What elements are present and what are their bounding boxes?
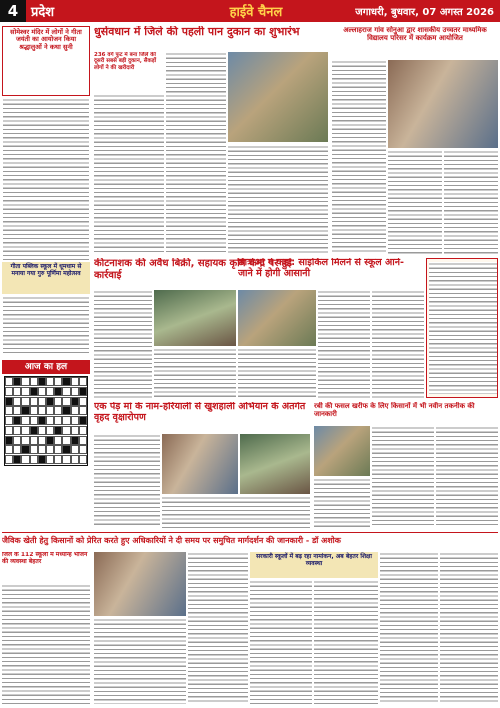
story5-body-2 xyxy=(372,426,434,528)
bottom-left-body xyxy=(2,584,90,704)
right-body-1 xyxy=(332,60,386,254)
bottom-body-3 xyxy=(250,580,312,704)
bottom-left-headline: जिले के 112 स्कूलों में मध्यान्ह भोजन की व्यवस्था बेहतर xyxy=(2,552,88,565)
story4-photo-1 xyxy=(162,434,238,494)
story3-body-1 xyxy=(238,348,316,398)
right-body-3 xyxy=(444,150,498,254)
story3-body-3 xyxy=(372,290,424,398)
bottom-mid-head-box xyxy=(250,552,378,578)
story2-body-2 xyxy=(154,348,236,398)
story3-headline-box xyxy=(238,258,418,288)
left-box-2 xyxy=(2,262,90,294)
lead-body-1 xyxy=(94,94,164,254)
bottom-left-head-box xyxy=(2,552,90,582)
story4-headline: एक पेड़ मां के नाम-हरियाली से खुशहाली अभियान के अंतर्गत वृहद वृक्षारोपण xyxy=(94,402,306,423)
story4-body-2 xyxy=(162,496,310,528)
story4-headline-box xyxy=(94,402,310,432)
right-headline: अल्लाहराज गांव सोनुआ द्वार शासकीय उच्चतर माध्यमिक विद्यालय परिसर में कार्यक्रम आयोजित xyxy=(343,26,487,43)
right-photo xyxy=(388,60,498,148)
bottom-body-6 xyxy=(440,552,498,704)
bottom-body-1 xyxy=(94,618,186,704)
story2-photo xyxy=(154,290,236,346)
bottom-body-4 xyxy=(314,580,378,704)
bottom-headline: जैविक खेती हेतु किसानों को प्रेरित करते हुए अधिकारियों ने दी समय पर समुचित मार्गदर्शन की जानकारी - डॉ अशोक xyxy=(2,536,341,545)
lead-body-2 xyxy=(166,52,226,254)
story5-body-3 xyxy=(436,426,498,528)
story4-body-1 xyxy=(94,434,160,528)
side-box xyxy=(426,258,498,398)
bottom-body-5 xyxy=(380,552,438,704)
side-box-body xyxy=(429,262,497,394)
puzzle-header xyxy=(2,360,90,374)
lead-subhead: 236 वर्ग फुट में बना जिले की दूसरी सबसे बड़ी दुकान, सैकड़ों लोगों ने की खरीदारी xyxy=(94,52,157,71)
left-box-1 xyxy=(2,26,90,96)
story3-body-2 xyxy=(318,290,370,398)
story4-photo-2 xyxy=(240,434,310,494)
paper-name: हाईवे चैनल xyxy=(229,5,283,20)
page-number: 4 xyxy=(0,0,26,22)
lead-headline-box xyxy=(94,26,328,50)
left-body-1 xyxy=(3,98,89,260)
bottom-headline-box xyxy=(2,532,498,550)
masthead xyxy=(0,0,500,22)
story5-headline-box xyxy=(314,402,498,424)
story2-headline: कीटनाशक की अवैध बिक्री, सहायक कृषि केन्द्र पर हुई कार्रवाई xyxy=(94,258,293,281)
crossword-grid xyxy=(4,376,88,466)
story5-body-1 xyxy=(314,478,370,528)
bottom-mid-headline: सरकारी स्कूलों में बढ़ रहा नामांकन, अब बेहतर शिक्षा व्यवस्था xyxy=(256,553,372,567)
left-headline-1: सोमेश्वर मंदिर में लोगों ने गीता जयंती का आयोजन किया श्रद्धालुओं ने कथा सुनी xyxy=(10,28,82,51)
right-headline-box xyxy=(332,26,498,58)
story5-headline: रबी की फसल खरीफ के लिए किसानों में भी नवीन तकनीक की जानकारी xyxy=(314,402,475,419)
lead-headline: धुर्सवधान में जिले की पहली पान दुकान का शुभारंभ xyxy=(94,26,300,38)
story5-photo xyxy=(314,426,370,476)
lead-photo xyxy=(228,52,328,142)
story3-headline: छात्राओं ने कहा: साइकिल मिलने से स्कूल आने-जाने में होगी आसानी xyxy=(238,258,404,279)
section-title: प्रदेश xyxy=(31,5,55,20)
issue-date: जगाधरी, बुधवार, 07 अगस्त 2026 xyxy=(355,7,494,18)
bottom-body-2 xyxy=(188,552,248,704)
left-headline-2: गीता पब्लिक स्कूल में धूमधाम से मनाया गया गुरु पूर्णिमा महोत्सव xyxy=(10,263,82,277)
lead-subhead-box xyxy=(94,52,164,92)
right-body-2 xyxy=(388,150,442,254)
bottom-photo xyxy=(94,552,186,616)
story3-photo xyxy=(238,290,316,346)
lead-body-3 xyxy=(228,145,328,254)
puzzle-title: आज का हल xyxy=(24,362,68,372)
story2-body-1 xyxy=(94,290,152,398)
left-body-2 xyxy=(3,296,89,356)
